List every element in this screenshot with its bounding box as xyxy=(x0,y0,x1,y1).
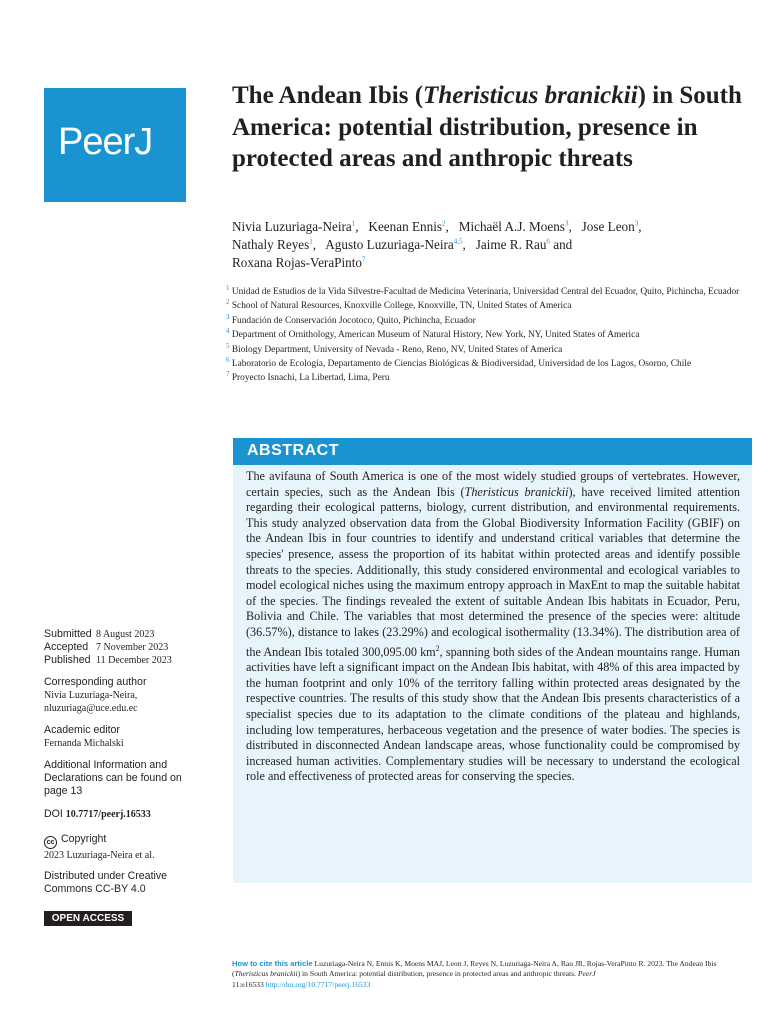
dates-block xyxy=(44,628,219,667)
editor-name: Fernanda Michalski xyxy=(44,738,124,749)
abstract-heading: ABSTRACT xyxy=(247,442,339,459)
abstract-header xyxy=(233,438,752,465)
corresponding-author-block xyxy=(44,676,219,715)
copyright-label: Copyright xyxy=(61,833,107,845)
doi-label: DOI xyxy=(44,808,63,820)
copyright-icon: cc xyxy=(44,836,57,849)
author[interactable]: Roxana Rojas-VeraPinto$^7$ xyxy=(232,255,366,270)
author-list: Nivia Luzuriaga-Neira$^1$, Keenan Ennis$^2$, Michaël A.J. Moens$^3$, Jose Leon$^3$, Nathaly Reyes$^1$, Agusto Luzuriaga-Neira$^{4,5}$, Jaime R. Rau$^6$ and Roxana Rojas-VeraPinto$^7$ xyxy=(232,219,642,270)
accepted-date: 7 November 2023 xyxy=(96,642,169,653)
logo-text: PeerJ xyxy=(58,121,153,163)
open-access-badge: OPEN ACCESS xyxy=(44,911,132,926)
citation-heading: How to cite this article xyxy=(232,959,313,968)
published-label: Published xyxy=(44,654,91,666)
title-species: Theristicus branickii xyxy=(423,82,638,109)
corr-label: Corresponding author xyxy=(44,676,147,688)
affiliation: $^1$ Unidad de Estudios de la Vida Silvestre-Facultad de Medicina Veterinaria, Universidad Central del Ecuador, Quito, Pichincha, Ecuador xyxy=(226,283,740,297)
peerj-logo xyxy=(44,88,186,202)
copyright-block xyxy=(44,833,219,862)
author[interactable]: Jaime R. Rau$^6$ xyxy=(475,237,550,252)
author[interactable]: Nathaly Reyes$^1$ xyxy=(232,237,313,252)
affiliation: $^4$ Department of Ornithology, American Museum of Natural History, New York, NY, United States of America xyxy=(226,327,640,341)
editor-block xyxy=(44,724,219,750)
author[interactable]: Keenan Ennis$^2$ xyxy=(368,219,446,234)
doi-block xyxy=(44,808,219,821)
abstract-text: The avifauna of South America is one of the most widely studied groups of vertebrates. However, certain species, such as the Andean Ibis (Theristicus branickii), have received limited attention regarding their ecological patterns, biology, current distribution, and environmental requirements. This study analyzed observation data from the Global Biodiversity Information Facility (GBIF) on the Andean Ibis in four countries to identify and understand critical variables that determine the species' presence, assess the proportion of its habitat within protected areas and identify possible threats to the species. Additionally, this study considered environmental and ecological variables to model ecological niches using the maximum entropy approach in MaxEnt to map the suitable habitat of the species. The findings revealed the extent of suitable Andean Ibis habitats in Ecuador, Peru, Bolivia and Chile. The variables that most determined the presence of the species were: altitude (36.57%), distance to lakes (23.29%) and ecological isothermality (13.34%). The distribution area of the Andean Ibis totaled 300,095.00 $km^2$, spanning both sides of the Andean mountains range. Human activities have left a significant impact on the Andean Ibis habitat, with 48% of this area impacted by the human footprint and only 10% of the territory falling within protected areas designated by the respective countries. The results of this study show that the Andean Ibis presents characteristics of a specialist species due to its adaptation to the climate conditions of the plateau and highlands, including low temperatures, herbaceous vegetation and the presence of water bodies. The species is distributed in disconnected Andean landscape areas, whose functionality could be compromised by increased human activities. Complementary studies will be necessary to understand the ecological role and effectiveness of protected areas for conserving the species. xyxy=(246,469,740,784)
author[interactable]: Agusto Luzuriaga-Neira$^{4,5}$ xyxy=(325,237,463,252)
citation-doi-link[interactable]: http://doi.org/10.7717/peerj.16533 xyxy=(265,979,371,989)
copyright-holder: 2023 Luzuriaga-Neira et al. xyxy=(44,850,155,861)
title-part1: The Andean Ibis ( xyxy=(232,82,424,109)
author[interactable]: Michaël A.J. Moens$^3$ xyxy=(458,219,569,234)
submitted-label: Submitted xyxy=(44,628,92,640)
affiliation: $^3$ Fundación de Conservación Jocotoco, Quito, Pichincha, Ecuador xyxy=(226,312,476,326)
additional-info: Additional Information and Declarations can be found on page 13 xyxy=(44,759,182,797)
doi-link[interactable]: 10.7717/peerj.16533 xyxy=(65,809,151,820)
title-part2: ) in South America: potential distribution, presence in protected areas and anthropic threats xyxy=(232,82,742,172)
affiliation-list xyxy=(226,283,746,387)
affiliation: $^2$ School of Natural Resources, Knoxville College, Knoxville, TN, United States of America xyxy=(226,298,572,312)
license-text: Distributed under Creative Commons CC-BY 4.0 xyxy=(44,870,168,895)
affiliation: $^6$ Laboratorio de Ecología, Departamento de Ciencias Biológicas & Biodiversidad, Universidad de los Lagos, Osorno, Chile xyxy=(226,355,692,370)
affiliation: $^7$ Proyecto Isnachi, La Libertad, Lima, Peru xyxy=(226,370,390,384)
corr-name: Nivia Luzuriaga-Neira, xyxy=(44,690,138,701)
accepted-label: Accepted xyxy=(44,641,89,653)
editor-label: Academic editor xyxy=(44,724,120,736)
submitted-date: 8 August 2023 xyxy=(96,629,155,640)
corr-email-link[interactable]: nluzuriaga@uce.edu.ec xyxy=(44,703,138,714)
affiliation: $^5$ Biology Department, University of Nevada - Reno, Reno, NV, United States of America xyxy=(226,341,563,355)
author[interactable]: Jose Leon$^3$ xyxy=(581,219,639,234)
citation-block: How to cite this article Luzuriaga-Neira N, Ennis K, Moens MAJ, Leon J, Reyes N, Luzuriaga-Neira A, Rau JR, Rojas-VeraPinto R. 2023. The Andean Ibis (Theristicus branickii) in South America: potential distribution, presence in protected areas and anthropic threats. PeerJ 11:e16533 http://doi.org/10.7717/peerj.16533 xyxy=(232,959,717,989)
published-date: 11 December 2023 xyxy=(96,655,172,666)
author[interactable]: Nivia Luzuriaga-Neira$^1$ xyxy=(232,219,356,234)
article-title xyxy=(232,80,752,175)
